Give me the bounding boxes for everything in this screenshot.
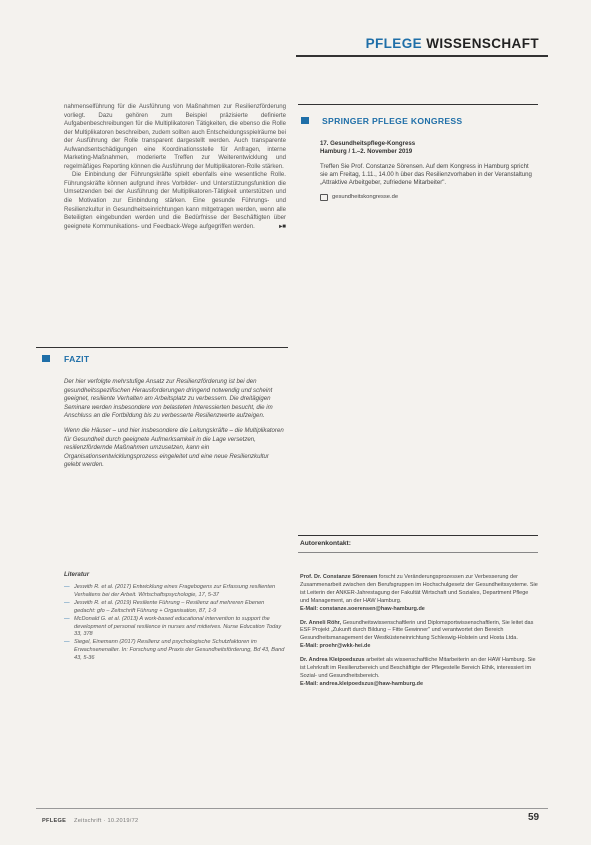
header-word-pflege: PFLEGE <box>365 36 423 51</box>
header-word-wissenschaft: WISSENSCHAFT <box>426 36 539 51</box>
author-entry <box>300 657 538 689</box>
fazit-title: FAZIT <box>64 354 90 364</box>
page-number: 59 <box>528 812 540 823</box>
footer-issue: Zeitschrift · 10.2019/72 <box>74 818 139 824</box>
literature-item: — McDonald G. et al. (2013) A work-based educational intervention to support the development of personal resilience in nurses and midwives. Nurse Education Today 33, 378 <box>64 615 282 638</box>
body-text-column <box>64 103 286 231</box>
author-entry <box>300 620 538 652</box>
kongress-section-icon <box>301 117 309 124</box>
footer-rule <box>36 808 548 809</box>
kongress-top-rule <box>298 104 538 105</box>
author-email[interactable]: E-Mail: proehr@wkk-hei.de <box>300 643 371 650</box>
kongress-text: Treffen Sie Prof. Constanze Sörensen. Auf dem Kongress in Hamburg spricht sie am Freitag, 1.11., 14.00 h über das Resilienzvorhaben in der Veranstaltung „Attraktive Arbeitgeber, zufriedene Mitarbeiter". <box>320 162 532 187</box>
autoren-list <box>300 574 538 695</box>
literature-list <box>64 584 286 663</box>
kongress-subtitle: 17. Gesundheitspflege-Kongress <box>320 140 416 147</box>
kongress-link-row[interactable] <box>320 193 535 201</box>
author-bio: arbeitet als wissenschaftliche Mitarbeiterin an der HAW Hamburg. Sie ist Lehrkraft im Resilienzbereich und Beschäftigte der Pflegestelle Bereich Ethik, interessiert im Sozial- und Gesundheitsbereich. <box>300 657 536 679</box>
author-bio: Gesundheitswissenschaftlerin und Diplomsportwissenschaftlerin, Sie leitet das ESF Projekt „Zukunft durch Bildung – Fitte Gewinner" und verantwortet den Bereich Gesundheitsmanagement der Westküsteneinrichtung Schleswig-Holstein und Hosta Ltda. <box>300 619 534 642</box>
literature-item: — Jeswith R. et al. (2019) Resiliente Führung – Resilienz auf mehreren Ebenen gedacht: gfo – Zeitschrift Führung + Organisation, 87, 1-9 <box>64 599 265 614</box>
kongress-box <box>320 140 535 202</box>
autoren-top-rule <box>298 535 538 536</box>
kongress-link[interactable]: gesundheitskongresse.de <box>332 194 399 201</box>
author-entry <box>300 574 538 614</box>
journal-header <box>366 36 539 51</box>
author-email[interactable]: E-Mail: andrea.kleipoedszus@haw-hamburg.de <box>300 680 424 687</box>
author-name: Dr. Andrea Kleipoedszus <box>300 657 365 664</box>
fazit-section-icon <box>42 355 50 362</box>
literature-heading: Literatur <box>64 571 90 578</box>
fazit-paragraph: Wenn die Häuser – und hier insbesondere die Leitungskräfte – die Multiplikatoren für Gesundheit durch geeignete Aufmerksamkeit in die Lage versetzen, resilienzfördernde Maßnahmen umzusetzen, kann ein Organisationsentwicklungsprozess eingeleitet und eine neue Resilienzkultur gelebt werden. <box>64 426 284 469</box>
literature-item: — Siegel, Einemann (2017) Resilienz und psychologische Schutzfaktoren im Erwachsenenalter. In: Forschung und Praxis der Gesundheitsförderung, Bd 43, Band 43, 5-36 <box>64 639 285 662</box>
fazit-top-rule <box>36 347 288 348</box>
autoren-heading: Autorenkontakt: <box>300 540 351 547</box>
kongress-date: Hamburg / 1.–2. November 2019 <box>320 148 413 156</box>
literature-item: — Jeswith R. et al. (2017) Entwicklung eines Fragebogens zur Erfassung resilienten Verhaltens bei der Arbeit. Wirtschaftspsychologie, 17, 5-37 <box>64 584 276 598</box>
author-name: Prof. Dr. Constanze Sörensen <box>300 574 378 580</box>
fazit-text <box>64 378 284 476</box>
body-paragraph: nahmenselführung für die Ausführung von Maßnahmen zur Resilienzförderung vorliegt. Dazu gehören zum Beispiel präzisierte definierte Aufgabenbeschreibungen für die Multiplikatoren Tätigkeiten, die ebenso die Rolle der Multiplikatoren beschreiben, zudem sollten auch Entscheidungsspielräume bei der Ausführung der Rolle transparent dargestellt werden. Auch transparente Aufwandsentschädigungen eine Koordinationsstelle für Anfragen, interne Marketing-Maßnahmen, moderierte Treffen zur Weiterentwicklung und regelmäßiges Reporting können die Ausführung der Multiplikatoren-Rolle stärken. <box>64 103 286 170</box>
body-paragraph: Die Einbindung der Führungskräfte spielt ebenfalls eine wesentliche Rolle. Führungskräfte können aufgrund ihres Vorbilder- und Unterstützungsfunktion die Umsetzenden bei der Ausführung der Multiplikatoren-Tätigkeit unterstützen und die Motivation zur Einbindung stärken. Eine gesunde Führungs- und Resilienzkultur in Gesundheitseinrichtungen kann mitgetragen werden, wenn alle Beteiligten eingebunden werden und die Bedürfnisse der Beschäftigten über geeignete Kommunikations- und Feedback-Wege aufgegriffen werden. ▸■ <box>64 171 286 230</box>
header-rule <box>296 55 548 57</box>
autoren-sub-rule <box>298 552 538 553</box>
fazit-paragraph: Der hier verfolgte mehrstufige Ansatz zur Resilienzförderung ist bei den gesundheitsspezifischen Herausforderungen dringend notwendig und scheint geeignet, resiliente Verhalten am Arbeitsplatz zu verbessern. Die dreitägigen Seminare werden insbesondere von belasteten Interessierten besucht, die im Anschluss an die Fortbildung bis zu verbesserte Resilienzwerte aufzeigen. <box>64 378 273 420</box>
author-name: Dr. Anneli Röhr, <box>300 619 342 626</box>
footer-left <box>42 818 138 824</box>
kongress-title: SPRINGER PFLEGE KONGRESS <box>322 116 463 126</box>
footer-brand: PFLEGE <box>42 818 67 824</box>
link-icon <box>320 194 328 201</box>
end-of-article-mark: ▸■ <box>279 222 286 230</box>
author-bio: forscht zu Veränderungsprozessen zur Verbesserung der Zusammenarbeit zwischen den Berufsgruppen im Hochschulgesetz der Gesundheitssysteme. Sie ist Leiterin der ANKER-Jahrestagung der Fakultät Wirtschaft und Soziales, Department Pflege und Management, an der HAW Hamburg. <box>300 574 538 604</box>
author-email[interactable]: E-Mail: constanze.soerensen@haw-hamburg.de <box>300 605 425 612</box>
